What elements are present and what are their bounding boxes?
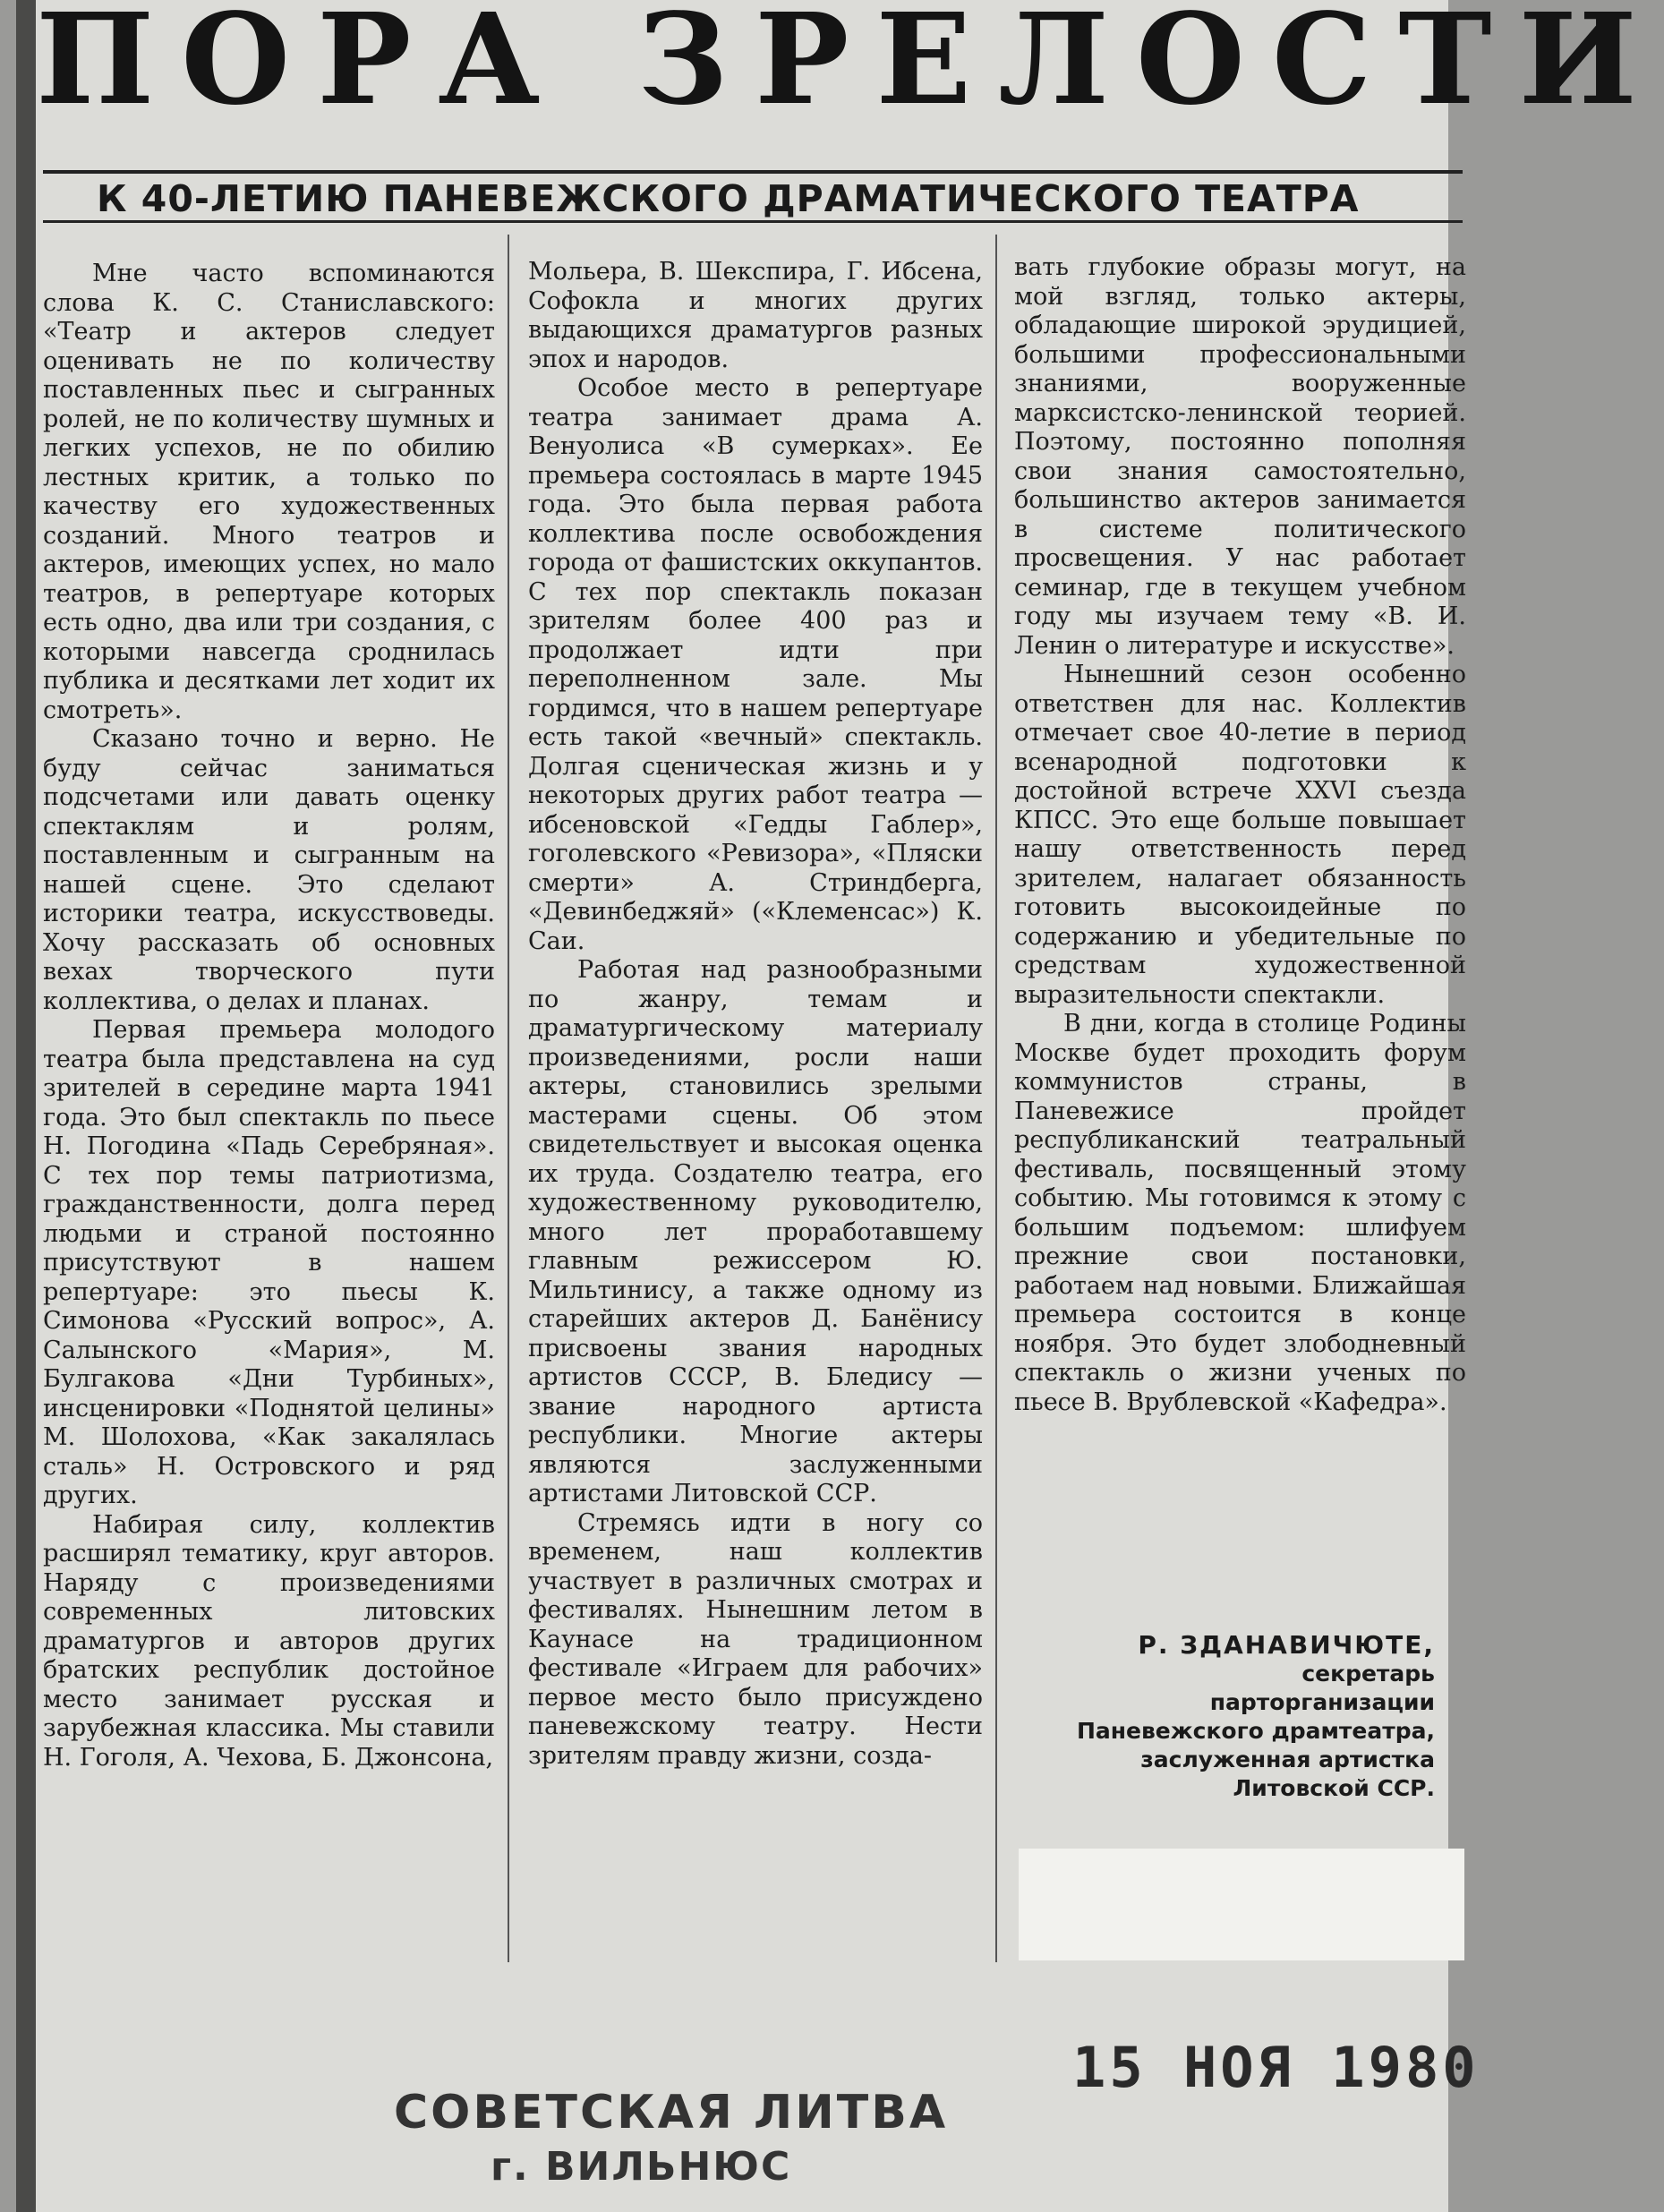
paragraph: Особое место в репертуаре театра занимает драма А. Венуолиса «В сумерках». Ее премьера состоялась в марте 1945 года. Это была первая работа коллектива после освобождения города от фашистских оккупантов. С тех пор спектакль показан зрителям более 400 раз и продолжает идти при переполненном зале. Мы гордимся, что в нашем репертуаре есть такой «вечный» спектакль. Долгая сценическая жизнь и у некоторых других работ театра — ибсеновской «Гедды Габлер», гоголевского «Ревизора», «Пляски смерти» А. Стриндберга, «Девинбеджяй» («Клеменсас») К. Саи.	[528, 374, 983, 955]
paragraph: Мне часто вспоминаются слова К. С. Станиславского: «Театр и актеров следует оценивать не по количеству поставленных пьес и сыгранных ролей, не по количеству шумных и легких успехов, не по обилию лестных критик, а только по качеству его художественных созданий. Много театров и актеров, имеющих успех, но мало театров, в репертуаре которых есть одно, два или три создания, с которыми навсегда сроднилась публика и десятками лет ходит их смотреть».	[43, 260, 495, 724]
column-divider	[508, 235, 509, 1962]
author-title-line: парторганизации	[1209, 1689, 1435, 1715]
clipping-edge-shadow	[16, 0, 36, 2212]
paragraph: Мольера, В. Шекспира, Г. Ибсена, Софокла и многих других выдающихся драматургов разных эпох и народов.	[528, 258, 983, 373]
paragraph: Работая над разнообразными по жанру, темам и драматургическому материалу произведениями, росли наши актеры, становились зрелыми мастерами сцены. Об этом свидетельствует и высокая оценка их труда. Создателю театра, его художественному руководителю, много лет проработавшему главным режиссером Ю. Мильтинису, а также одному из старейших актеров Д. Банёнису присвоены звания народных артистов СССР, В. Бледису — звание народного артиста республики. Многие актеры являются заслуженными артистами Литовской ССР.	[528, 956, 983, 1507]
subtitle-rule-bottom	[43, 220, 1463, 223]
paragraph: вать глубокие образы могут, на мой взгляд, только актеры, обладающие широкой эрудицией, большими профессиональными знаниями, вооруженные марксистско-ленинской теорией. Поэтому, постоянно пополняя свои знания самостоятельно, большинство актеров занимается в системе политического просвещения. У нас работает семинар, где в текущем учебном году мы изучаем тему «В. И. Ленин о литературе и искусстве».	[1014, 253, 1466, 660]
paragraph: Сказано точно и верно. Не буду сейчас заниматься подсчетами или давать оценку спектаклям и ролям, поставленным и сыгранным на нашей сцене. Это сделают историки театра, искусствоведы. Хочу рассказать об основных вехах творческого пути коллектива, о делах и планах.	[43, 725, 495, 1015]
article-column-3	[1014, 253, 1466, 1417]
author-title-line: Литовской ССР.	[1233, 1775, 1435, 1801]
date-stamp: 15 НОЯ 1980	[1072, 2035, 1480, 2100]
column-divider	[995, 235, 997, 1962]
article-column-1	[43, 260, 495, 1772]
paragraph: В дни, когда в столице Родины Москве будет проходить форум коммунистов страны, в Паневежисе пройдет республиканский театральный фестиваль, посвященный этому событию. Мы готовимся к этому с большим подъемом: шлифуем прежние свои постановки, работаем над новыми. Ближайшая премьера состоится в конце ноября. Это будет злободневный спектакль о жизни ученых по пьесе В. Врублевской «Кафедра».	[1014, 1010, 1466, 1416]
article-title: ПОРА ЗРЕЛОСТИ	[36, 0, 1664, 133]
article-subtitle: К 40-ЛЕТИЮ ПАНЕВЕЖСКОГО ДРАМАТИЧЕСКОГО ТЕАТРА	[97, 177, 1360, 220]
paragraph: Набирая силу, коллектив расширял тематику, круг авторов. Наряду с произведениями современных литовских драматургов и авторов других братских республик достойное место занимает русская и зарубежная классика. Мы ставили Н. Гоголя, А. Чехова, Б. Джонсона,	[43, 1510, 495, 1772]
paragraph: Нынешний сезон особенно ответствен для нас. Коллектив отмечает свое 40-летие в период всенародной подготовки к достойной встрече XXVI съезда КПСС. Это еще больше повышает нашу ответственность перед зрителем, налагает обязанность готовить высокоидейные по содержанию и убедительные по средствам художественной выразительности спектакли.	[1014, 661, 1466, 1009]
author-title-line: Паневежского драмтеатра,	[1076, 1718, 1435, 1744]
newspaper-clipping	[16, 0, 1664, 2212]
paragraph: Первая премьера молодого театра была представлена на суд зрителей в середине марта 1941 года. Это был спектакль по пьесе Н. Погодина «Падь Серебряная». С тех пор темы патриотизма, гражданственности, долга перед людьми и страной постоянно присутствуют в нашем репертуаре: это пьесы К. Симонова «Русский вопрос», А. Салынского «Мария», М. Булгакова «Дни Турбиных», инсценировки «Поднятой целины» М. Шолохова, «Как закалялась сталь» Н. Островского и ряд других.	[43, 1016, 495, 1509]
article-column-2	[528, 258, 983, 1771]
city-stamp: г. ВИЛЬНЮС	[491, 2144, 792, 2190]
source-stamp: СОВЕТСКАЯ ЛИТВА	[394, 2086, 949, 2139]
paper-patch	[1019, 1849, 1464, 1960]
author-name: Р. ЗДАНАВИЧЮТЕ,	[1138, 1630, 1435, 1660]
paragraph: Стремясь идти в ногу со временем, наш коллектив участвует в различных смотрах и фестивалях. Нынешним летом в Каунасе на традиционном фестивале «Играем для рабочих» первое место было присуждено паневежскому театру. Нести зрителям правду жизни, созда-	[528, 1508, 983, 1770]
author-title-line: заслуженная артистка	[1140, 1747, 1435, 1772]
author-title-line: секретарь	[1301, 1661, 1435, 1687]
author-signature	[1014, 1631, 1435, 1803]
